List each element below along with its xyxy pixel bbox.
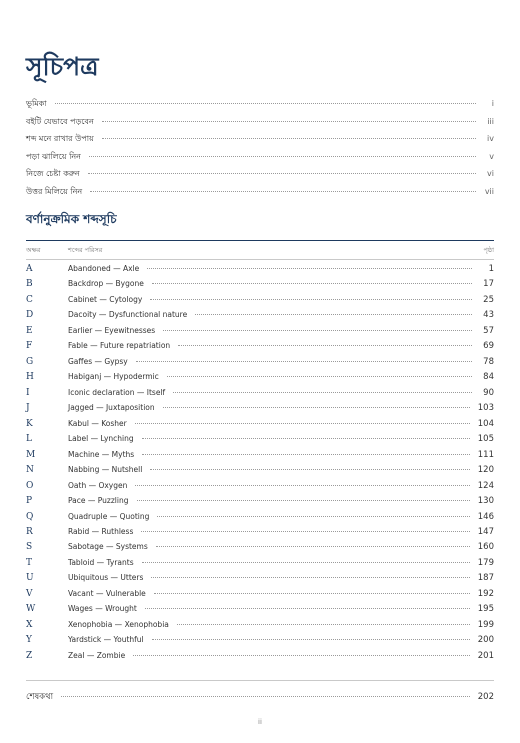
entry-letter: B xyxy=(26,279,33,290)
dot-leader xyxy=(142,562,470,563)
entry-range: Rabid — Ruthless xyxy=(68,526,134,536)
index-heading: বর্ণানুক্রমিক শব্দসূচি xyxy=(26,212,117,226)
ending-label: শেষকথা xyxy=(26,692,54,702)
entry-range: Tabloid — Tyrants xyxy=(68,557,134,567)
front-matter-label: উত্তর মিলিয়ে নিন xyxy=(26,186,83,196)
index-entry[interactable] xyxy=(26,465,494,480)
dot-leader xyxy=(152,639,470,640)
entry-page: 90 xyxy=(483,387,494,398)
entry-letter: V xyxy=(26,588,33,599)
dot-leader xyxy=(195,314,472,315)
entry-range: Vacant — Vulnerable xyxy=(68,588,146,598)
entry-letter: N xyxy=(26,465,34,476)
entry-range: Gaffes — Gypsy xyxy=(68,356,128,366)
entry-range: Ubiquitous — Utters xyxy=(68,573,144,583)
front-matter-page: i xyxy=(491,99,494,108)
index-entry[interactable] xyxy=(26,264,494,279)
entry-range: Machine — Myths xyxy=(68,449,135,459)
index-entry[interactable] xyxy=(26,310,494,325)
entry-range: Dacoity — Dysfunctional nature xyxy=(68,310,188,320)
dot-leader xyxy=(102,138,476,139)
front-matter-list xyxy=(26,98,494,204)
front-matter-item[interactable] xyxy=(26,151,494,169)
entry-letter: M xyxy=(26,449,36,460)
entry-page: 187 xyxy=(477,573,494,584)
front-matter-page: vii xyxy=(484,186,494,196)
index-entry[interactable] xyxy=(26,403,494,418)
entry-letter: C xyxy=(26,294,33,305)
dot-leader xyxy=(147,268,472,269)
ending-row[interactable] xyxy=(26,690,494,704)
front-matter-label: ভূমিকা xyxy=(26,99,47,108)
entry-page: 57 xyxy=(483,325,494,336)
front-matter-page: v xyxy=(489,151,494,161)
dot-leader xyxy=(137,500,470,501)
index-entry[interactable] xyxy=(26,496,494,511)
entry-page: 179 xyxy=(477,557,494,568)
index-entry[interactable] xyxy=(26,326,494,341)
ending-page: 202 xyxy=(477,692,494,702)
entry-page: 111 xyxy=(477,449,494,460)
entry-letter: D xyxy=(26,310,34,321)
entry-letter: O xyxy=(26,480,34,491)
entry-page: 130 xyxy=(477,496,494,507)
index-entry[interactable] xyxy=(26,651,494,666)
dot-leader xyxy=(61,696,470,697)
front-matter-label: নিজে চেষ্টা করুন xyxy=(26,169,80,179)
dot-leader xyxy=(145,608,470,609)
index-entry[interactable] xyxy=(26,481,494,496)
dot-leader xyxy=(142,454,470,455)
entry-range: Nabbing — Nutshell xyxy=(68,465,143,475)
entry-page: 192 xyxy=(477,588,494,599)
entry-range: Zeal — Zombie xyxy=(68,650,126,660)
dot-leader xyxy=(102,121,476,122)
entry-letter: L xyxy=(26,434,32,445)
entry-letter: P xyxy=(26,496,33,507)
front-matter-page: iii xyxy=(487,116,494,126)
front-matter-label: বইটি যেভাবে পড়বেন xyxy=(26,116,94,126)
dot-leader xyxy=(90,191,476,192)
entry-page: 199 xyxy=(477,619,494,630)
front-matter-label: শব্দ মনে রাখার উপায় xyxy=(26,134,94,144)
index-entry[interactable] xyxy=(26,589,494,604)
entry-letter: G xyxy=(26,356,34,367)
entry-range: Wages — Wrought xyxy=(68,604,137,614)
entry-range: Iconic declaration — Itself xyxy=(68,387,166,397)
entry-letter: K xyxy=(26,418,33,429)
front-matter-item[interactable] xyxy=(26,186,494,204)
index-entry[interactable] xyxy=(26,295,494,310)
index-entry[interactable] xyxy=(26,450,494,465)
entry-range: Backdrop — Bygone xyxy=(68,279,144,289)
dot-leader xyxy=(141,531,469,532)
dot-leader xyxy=(156,546,470,547)
dot-leader xyxy=(150,299,472,300)
dot-leader xyxy=(136,361,472,362)
entry-page: 146 xyxy=(477,511,494,522)
entry-page: 105 xyxy=(477,434,494,445)
entry-letter: I xyxy=(26,387,30,398)
entry-letter: Y xyxy=(26,635,32,646)
dot-leader xyxy=(178,345,472,346)
index-entry[interactable] xyxy=(26,434,494,449)
index-entry[interactable] xyxy=(26,341,494,356)
dot-leader xyxy=(135,485,469,486)
dot-leader xyxy=(55,103,476,104)
header-rule xyxy=(26,259,494,260)
entry-letter: T xyxy=(26,557,33,568)
dot-leader xyxy=(163,407,470,408)
index-entry[interactable] xyxy=(26,573,494,588)
entry-range: Pace — Puzzling xyxy=(68,496,129,506)
entry-range: Kabul — Kosher xyxy=(68,418,127,428)
index-entry[interactable] xyxy=(26,542,494,557)
entry-page: 25 xyxy=(483,294,494,305)
entry-page: 160 xyxy=(477,542,494,553)
toc-page xyxy=(26,0,494,743)
front-matter-page: vi xyxy=(487,169,494,179)
column-header-range: শব্দের পরিসর xyxy=(68,246,103,254)
table-header xyxy=(26,245,494,257)
column-header-letter: অক্ষর xyxy=(26,246,41,254)
entry-letter: R xyxy=(26,526,33,537)
index-entry[interactable] xyxy=(26,527,494,542)
index-entry[interactable] xyxy=(26,635,494,650)
entry-letter: F xyxy=(26,341,33,352)
dot-leader xyxy=(177,624,470,625)
entry-page: 1 xyxy=(488,264,494,274)
entry-page: 84 xyxy=(483,372,494,383)
index-entry[interactable] xyxy=(26,620,494,635)
entry-letter: A xyxy=(26,264,33,274)
entry-range: Habiganj — Hypodermic xyxy=(68,372,159,382)
entry-letter: E xyxy=(26,325,33,336)
entry-letter: Z xyxy=(26,650,33,661)
entry-page: 69 xyxy=(483,341,494,352)
front-matter-item[interactable] xyxy=(26,168,494,186)
dot-leader xyxy=(89,156,476,157)
front-matter-item[interactable] xyxy=(26,133,494,151)
dot-leader xyxy=(163,330,472,331)
index-entry[interactable] xyxy=(26,604,494,619)
dot-leader xyxy=(151,577,469,578)
index-entry[interactable] xyxy=(26,372,494,387)
entry-letter: U xyxy=(26,573,34,584)
entry-page: 78 xyxy=(483,356,494,367)
entry-range: Xenophobia — Xenophobia xyxy=(68,619,169,629)
entry-letter: W xyxy=(26,604,36,615)
front-matter-item[interactable] xyxy=(26,98,494,116)
dot-leader xyxy=(135,423,470,424)
entry-range: Label — Lynching xyxy=(68,434,134,444)
entry-page: 103 xyxy=(477,403,494,414)
entry-page: 200 xyxy=(477,635,494,646)
entry-range: Quadruple — Quoting xyxy=(68,511,150,521)
column-header-page: পৃষ্ঠা xyxy=(483,246,494,254)
entry-page: 195 xyxy=(477,604,494,615)
dot-leader xyxy=(133,655,470,656)
index-entry[interactable] xyxy=(26,558,494,573)
entry-range: Cabinet — Cytology xyxy=(68,294,143,304)
dot-leader xyxy=(173,392,472,393)
dot-leader xyxy=(152,283,472,284)
entry-page: 17 xyxy=(483,279,494,290)
dot-leader xyxy=(154,593,470,594)
ending-rule xyxy=(26,680,494,681)
entry-range: Jagged — Juxtaposition xyxy=(68,403,155,413)
dot-leader xyxy=(88,173,476,174)
entry-letter: J xyxy=(26,403,30,414)
entry-letter: Q xyxy=(26,511,34,522)
index-entry[interactable] xyxy=(26,279,494,294)
entry-letter: H xyxy=(26,372,34,383)
dot-leader xyxy=(157,516,469,517)
front-matter-item[interactable] xyxy=(26,116,494,134)
entry-page: 124 xyxy=(477,480,494,491)
front-matter-page: iv xyxy=(487,134,494,144)
entry-range: Yardstick — Youthful xyxy=(68,635,144,645)
entry-range: Abandoned — Axle xyxy=(68,264,140,273)
entry-range: Earlier — Eyewitnesses xyxy=(68,325,156,335)
entry-letter: X xyxy=(26,619,33,630)
entry-range: Sabotage — Systems xyxy=(68,542,148,552)
entry-range: Fable — Future repatriation xyxy=(68,341,171,351)
page-title: সূচিপত্র xyxy=(26,52,99,81)
entry-page: 120 xyxy=(477,465,494,476)
index-entry[interactable] xyxy=(26,419,494,434)
entry-range: Oath — Oxygen xyxy=(68,480,128,490)
index-entry[interactable] xyxy=(26,388,494,403)
entry-page: 201 xyxy=(477,650,494,661)
entry-page: 104 xyxy=(477,418,494,429)
entry-page: 147 xyxy=(477,526,494,537)
entry-page: 43 xyxy=(483,310,494,321)
heading-rule xyxy=(26,240,494,241)
index-entry[interactable] xyxy=(26,357,494,372)
front-matter-label: পড়া ঝালিয়ে নিন xyxy=(26,151,81,161)
dot-leader xyxy=(142,438,470,439)
index-entry[interactable] xyxy=(26,512,494,527)
index-list xyxy=(26,264,494,666)
dot-leader xyxy=(167,376,472,377)
dot-leader xyxy=(150,469,469,470)
entry-letter: S xyxy=(26,542,33,553)
page-number: ii xyxy=(258,718,262,726)
